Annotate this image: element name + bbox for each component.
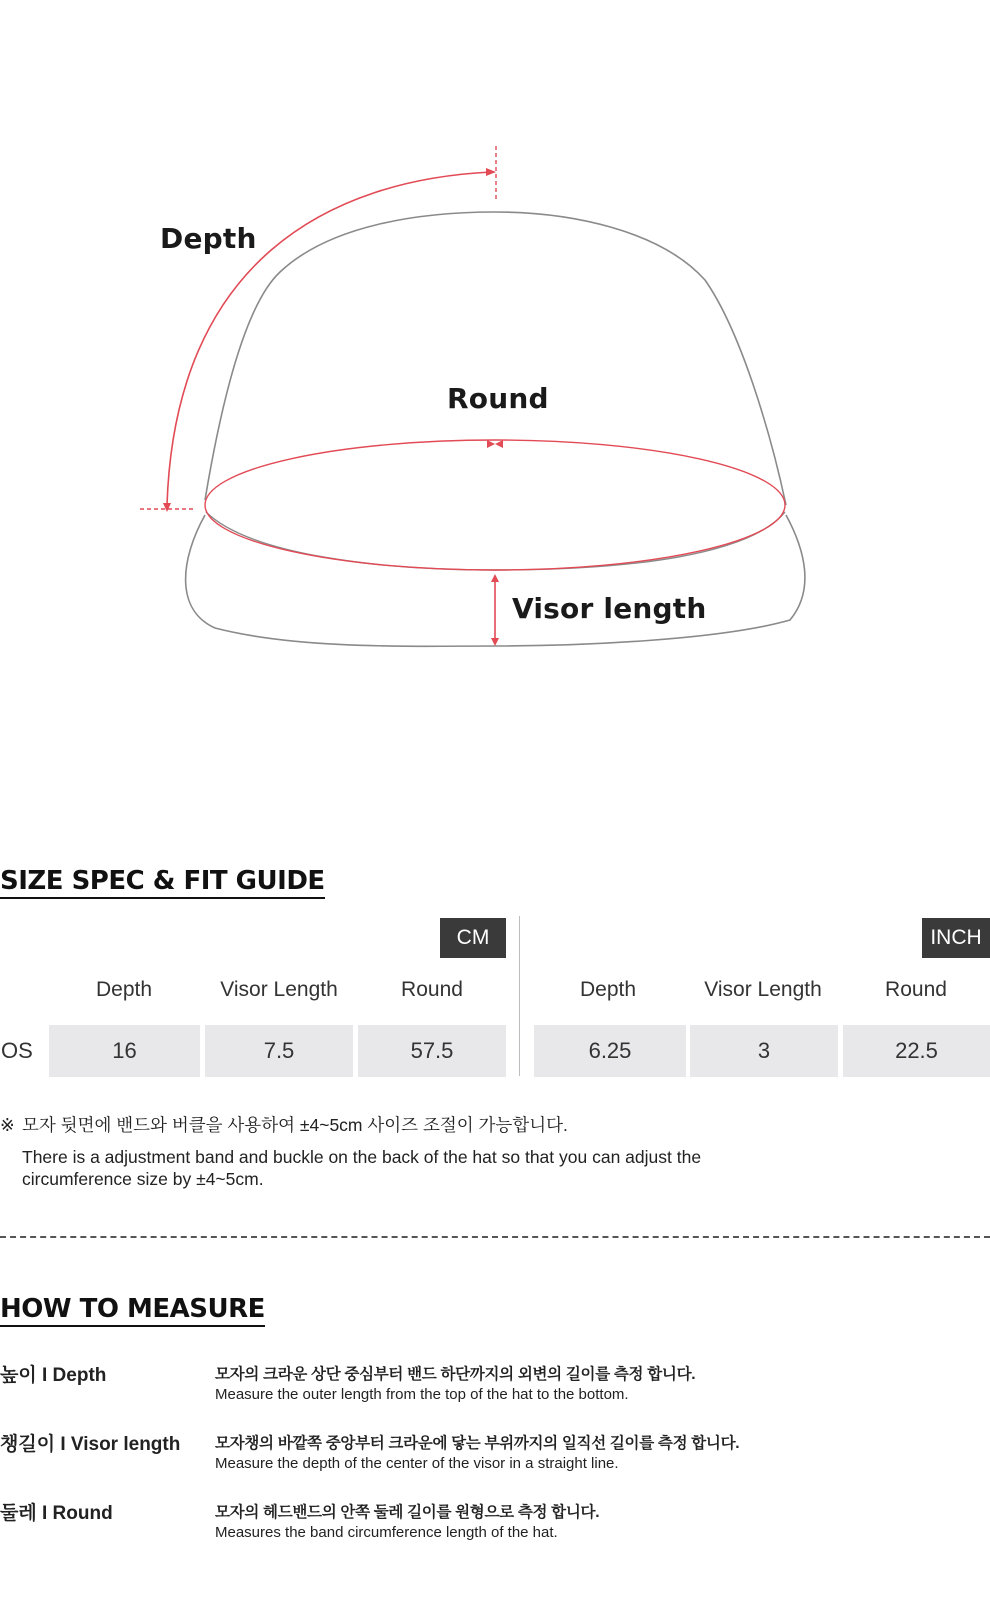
cm-depth-value: 16: [49, 1025, 200, 1077]
measure-desc-en-visor: Measure the depth of the center of the visor in a straight line.: [215, 1455, 619, 1472]
hat-illustration: [0, 0, 990, 700]
round-label: Round: [447, 382, 549, 415]
measure-desc-en-depth: Measure the outer length from the top of the hat to the bottom.: [215, 1386, 629, 1403]
section-divider: [0, 1236, 990, 1238]
how-to-measure-title: HOW TO MEASURE: [0, 1294, 265, 1327]
visor-arrow-top: [491, 574, 499, 582]
size-spec-title: SIZE SPEC & FIT GUIDE: [0, 866, 325, 899]
measure-desc-ko-round: 모자의 헤드밴드의 안쪽 둘레 길이를 원형으로 측정 합니다.: [215, 1504, 600, 1521]
cm-visor-value: 7.5: [205, 1025, 353, 1077]
round-arrow-right: [495, 440, 503, 448]
measure-label-depth: 높이 I Depth: [0, 1365, 107, 1386]
inch-depth-value: 6.25: [534, 1025, 686, 1077]
cm-header-depth: Depth: [95, 978, 153, 1001]
measure-desc-ko-visor: 모자챙의 바깥쪽 중앙부터 크라운에 닿는 부위까지의 일직선 길이를 측정 합니다.: [215, 1435, 740, 1452]
note-korean: [0, 1114, 568, 1136]
visor-arrow-bottom: [491, 638, 499, 646]
measure-label-round: 둘레 I Round: [0, 1503, 113, 1524]
cm-header-visor-length: Visor Length: [220, 978, 338, 1001]
note-mark: ※: [0, 1115, 15, 1135]
hat-crown-outline: [205, 212, 786, 505]
inch-visor-value: 3: [690, 1025, 838, 1077]
measure-label-visor: 챙길이 I Visor length: [0, 1434, 181, 1455]
note-korean-text: 모자 뒷면에 밴드와 버클을 사용하여 ±4~5cm 사이즈 조절이 가능합니다.: [22, 1115, 568, 1135]
hat-diagram: [0, 0, 990, 700]
hat-band-gray: [206, 512, 785, 570]
cm-unit-badge: CM: [440, 918, 506, 958]
measure-desc-en-round: Measures the band circumference length of the hat.: [215, 1524, 558, 1541]
unit-divider: [519, 916, 520, 1076]
visor-length-label: Visor length: [512, 592, 707, 625]
cm-round-value: 57.5: [358, 1025, 506, 1077]
inch-unit-badge: INCH: [922, 918, 990, 958]
measure-desc-ko-depth: 모자의 크라운 상단 중심부터 밴드 하단까지의 외변의 길이를 측정 합니다.: [215, 1366, 696, 1383]
inch-header-round: Round: [885, 978, 947, 1001]
note-english: [0, 1146, 740, 1190]
cm-header-round: Round: [401, 978, 463, 1001]
inch-round-value: 22.5: [843, 1025, 990, 1077]
round-arrow-left: [487, 440, 495, 448]
size-row-label: OS: [1, 1038, 33, 1063]
inch-header-visor-length: Visor Length: [704, 978, 822, 1001]
depth-arrow-bottom: [163, 503, 171, 512]
inch-header-depth: Depth: [579, 978, 637, 1001]
note-english-text: There is a adjustment band and buckle on the back of the hat so that you can adjust the circumference size by ±4~5cm.: [22, 1147, 702, 1189]
depth-label: Depth: [160, 222, 257, 255]
note-mark: [0, 1146, 22, 1168]
depth-arrow-top: [486, 168, 496, 176]
